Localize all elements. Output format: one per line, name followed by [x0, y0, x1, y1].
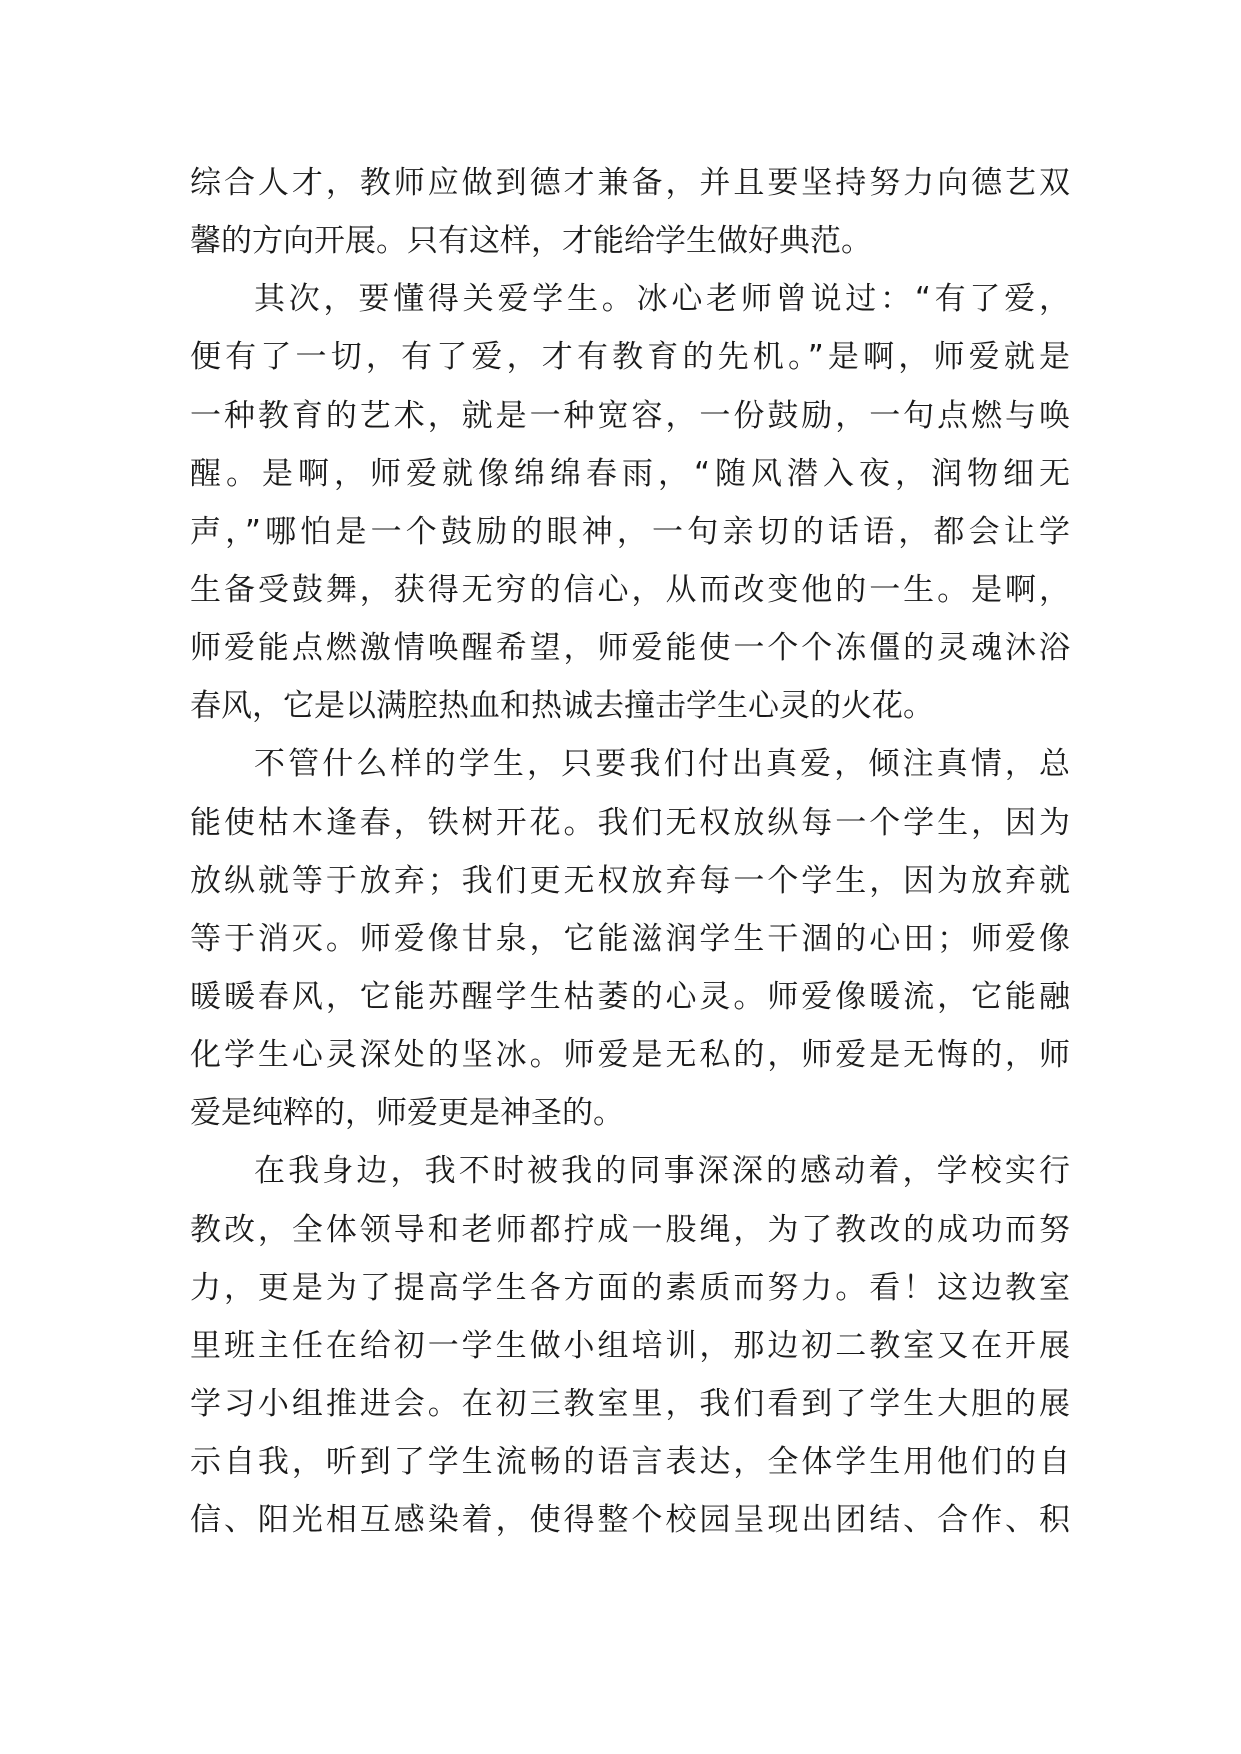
text-line: 能使枯木逢春，铁树开花。我们无权放纵每一个学生，因为: [190, 804, 1070, 841]
text-line: 学习小组推进会。在初三教室里，我们看到了学生大胆的展: [190, 1385, 1070, 1422]
text-line: 声，”哪怕是一个鼓励的眼神，一句亲切的话语，都会让学: [190, 513, 1070, 550]
text-line: 春风，它是以满腔热血和热诚去撞击学生心灵的火花。: [190, 688, 934, 725]
text-line: 综合人才，教师应做到德才兼备，并且要坚持努力向德艺双: [190, 165, 1070, 201]
text-line: 信、阳光相互感染着，使得整个校园呈现出团结、合作、积: [190, 1502, 1070, 1539]
text-line: 里班主任在给初一学生做小组培训，那边初二教室又在开展: [190, 1327, 1070, 1364]
text-line: 醒。是啊，师爱就像绵绵春雨，“随风潜入夜，润物细无: [190, 455, 1070, 492]
text-line: 不管什么样的学生，只要我们付出真爱，倾注真情，总: [254, 746, 1070, 783]
text-line: 放纵就等于放弃；我们更无权放弃每一个学生，因为放弃就: [190, 862, 1070, 899]
text-line: 暖暖春风，它能苏醒学生枯萎的心灵。师爱像暖流，它能融: [190, 978, 1070, 1015]
text-line: 生备受鼓舞，获得无穷的信心，从而改变他的一生。是啊，: [190, 571, 1070, 608]
text-line: 在我身边，我不时被我的同事深深的感动着，学校实行: [254, 1153, 1070, 1190]
text-line: 便有了一切，有了爱，才有教育的先机。”是啊，师爱就是: [190, 339, 1070, 376]
text-line: 馨的方向开展。只有这样，才能给学生做好典范。: [190, 223, 872, 260]
document-body: [190, 154, 1070, 1549]
text-line: 其次，要懂得关爱学生。冰心老师曾说过：“有了爱，: [254, 281, 1070, 318]
text-line: 化学生心灵深处的坚冰。师爱是无私的，师爱是无悔的，师: [190, 1037, 1070, 1074]
text-line: 力，更是为了提高学生各方面的素质而努力。看！这边教室: [190, 1269, 1070, 1306]
text-line: 师爱能点燃激情唤醒希望，师爱能使一个个冻僵的灵魂沐浴: [190, 630, 1070, 667]
text-line: 一种教育的艺术，就是一种宽容，一份鼓励，一句点燃与唤: [190, 397, 1070, 434]
text-line: 等于消灭。师爱像甘泉，它能滋润学生干涸的心田；师爱像: [190, 920, 1070, 957]
text-line: 教改，全体领导和老师都拧成一股绳，为了教改的成功而努: [190, 1211, 1070, 1248]
text-line: 爱是纯粹的，师爱更是神圣的。: [190, 1095, 624, 1132]
text-line: 示自我，听到了学生流畅的语言表达，全体学生用他们的自: [190, 1444, 1070, 1481]
